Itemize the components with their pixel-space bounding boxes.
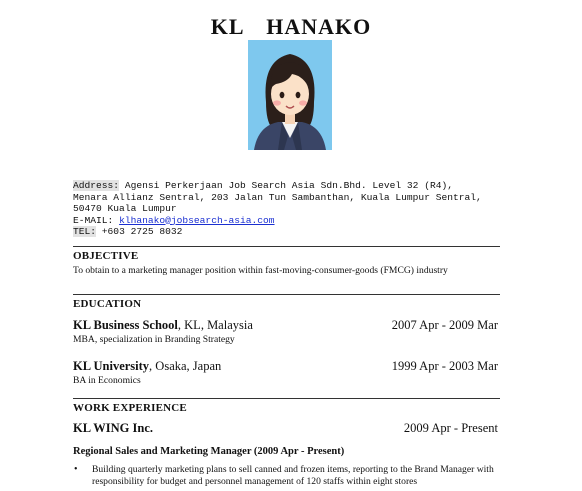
objective-text: To obtain to a marketing manager position within fast-moving-consumer-goods (FMCG) industry — [73, 265, 448, 276]
address-text-1: Agensi Perkerjaan Job Search Asia Sdn.Bhd. Level 32 (R4), — [119, 180, 453, 191]
education-entry-1-dates: 2007 Apr - 2009 Mar — [391, 318, 498, 332]
institution-name: KL Business School — [73, 318, 178, 332]
education-entry-2-title — [73, 359, 221, 374]
company-name — [73, 421, 153, 436]
company-dates: 2009 Apr - Present — [403, 421, 498, 435]
education-entry-1-detail: MBA, specialization in Branding Strategy — [73, 334, 235, 345]
work-bullet-1: Building quarterly marketing plans to sell canned and frozen items, reporting to the Brand Manager with responsibility for budget and personnel management of 120 staffs within eight stores — [92, 464, 494, 487]
tel-label: TEL: — [73, 226, 97, 237]
address-line-1 — [73, 180, 453, 192]
objective-divider — [73, 246, 500, 247]
tel-line — [73, 226, 182, 238]
tel-number: +603 2725 8032 — [101, 226, 183, 237]
woman-avatar-icon — [248, 40, 332, 150]
email-line — [73, 215, 275, 227]
education-heading: EDUCATION — [73, 298, 142, 310]
profile-photo — [248, 40, 332, 150]
email-label: E-MAIL: — [73, 214, 114, 226]
address-label: Address: — [73, 180, 120, 191]
work-heading: WORK EXPERIENCE — [73, 402, 187, 414]
education-entry-1-title — [73, 318, 253, 333]
bullet-marker: • — [74, 464, 78, 475]
role-title: Regional Sales and Marketing Manager (2009 Apr - Present) — [73, 446, 345, 457]
institution-location: , KL, Malaysia — [177, 318, 253, 332]
education-entry-2-dates: 1999 Apr - 2003 Mar — [391, 359, 498, 373]
address-line-2: Menara Allianz Sentral, 203 Jalan Tun Sambanthan, Kuala Lumpur Sentral, — [73, 191, 482, 203]
work-divider — [73, 398, 500, 399]
resume-name: KL HANAKO — [210, 14, 372, 39]
email-link[interactable]: klhanako@jobsearch-asia.com — [119, 214, 275, 226]
institution-location: , Osaka, Japan — [149, 359, 222, 373]
address-line-3: 50470 Kuala Lumpur — [73, 203, 177, 214]
objective-heading: OBJECTIVE — [73, 250, 139, 262]
education-entry-2-detail: BA in Economics — [73, 375, 141, 386]
company-name-text: KL WING Inc. — [73, 421, 153, 435]
education-divider — [73, 294, 500, 295]
institution-name: KL University — [73, 359, 150, 373]
